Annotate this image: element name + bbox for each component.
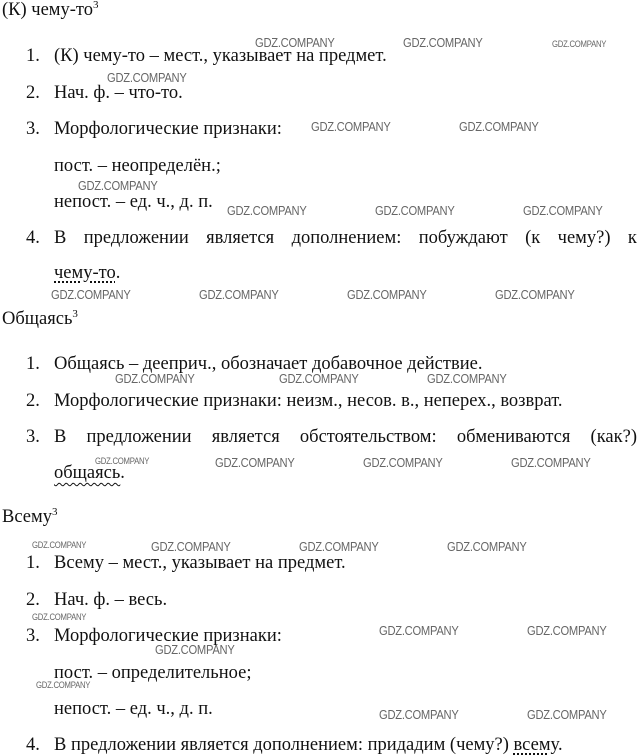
s3-item-1-number: 1.	[26, 553, 40, 573]
watermark: GDZ.COMPANY	[115, 371, 195, 386]
word: предложении	[83, 228, 189, 248]
word: (как?)	[590, 427, 637, 447]
s2-item-1-number: 1.	[26, 354, 40, 374]
word: В	[54, 427, 67, 447]
word: обстоятельством:	[299, 427, 437, 447]
s1-item-4-continuation: чему-то.	[54, 263, 121, 283]
s2-item-3-underlined-word: общаясь	[54, 463, 121, 483]
watermark: GDZ.COMPANY	[51, 287, 131, 302]
s3-item-3-nonpermanent: непост. – ед. ч., д. п.	[54, 699, 213, 719]
watermark: GDZ.COMPANY	[215, 455, 295, 470]
word: (к	[525, 228, 541, 248]
s1-item-1-number: 1.	[26, 46, 40, 66]
watermark: GDZ.COMPANY	[427, 371, 507, 386]
s1-item-3-permanent: пост. – неопределён.;	[54, 156, 221, 176]
watermark: GDZ.COMPANY	[347, 287, 427, 302]
section-3-heading: Всему$^3$	[2, 506, 58, 527]
s3-item-3-number: 3.	[26, 626, 40, 646]
watermark: GDZ.COMPANY	[511, 455, 591, 470]
word: чему?)	[557, 228, 611, 248]
s3-item-2-text: Нач. ф. – весь.	[54, 590, 168, 610]
watermark: GDZ.COMPANY	[32, 612, 87, 622]
watermark: GDZ.COMPANY	[95, 456, 150, 466]
s2-item-2-text: Морфологические признаки: неизм., несов. в., неперех., возврат.	[54, 391, 563, 411]
word: к	[627, 228, 637, 248]
watermark: GDZ.COMPANY	[459, 119, 539, 134]
watermark: GDZ.COMPANY	[78, 178, 158, 193]
watermark: GDZ.COMPANY	[375, 203, 455, 218]
s2-item-2-number: 2.	[26, 391, 40, 411]
word: является	[211, 427, 280, 447]
s3-item-1-text: Всему – мест., указывает на предмет.	[54, 553, 346, 573]
watermark: GDZ.COMPANY	[523, 203, 603, 218]
s1-item-2-text: Нач. ф. – что-то.	[54, 83, 183, 103]
s1-item-3-nonpermanent: непост. – ед. ч., д. п.	[54, 192, 213, 212]
watermark: GDZ.COMPANY	[255, 35, 335, 50]
s3-item-2-number: 2.	[26, 590, 40, 610]
watermark: GDZ.COMPANY	[363, 455, 443, 470]
watermark: GDZ.COMPANY	[552, 39, 607, 49]
s1-item-1-text: (К) чему-то – мест., указывает на предмет.	[54, 46, 387, 66]
s1-item-3-text: Морфологические признаки:	[54, 119, 282, 139]
s1-item-4-number: 4.	[26, 228, 40, 248]
s3-item-4-words: В предложении является дополнением: придадим (чему?)	[54, 735, 509, 755]
watermark: GDZ.COMPANY	[199, 287, 279, 302]
s3-item-3-permanent: пост. – определительное;	[54, 663, 252, 683]
s1-item-3-number: 3.	[26, 119, 40, 139]
word: предложении	[86, 427, 192, 447]
section-2-heading: Общаясь$^3$	[2, 308, 78, 329]
s1-item-4-underlined-word: чему-то	[54, 263, 116, 283]
s1-item-2-number: 2.	[26, 83, 40, 103]
s1-item-4-text	[54, 229, 637, 248]
watermark: GDZ.COMPANY	[155, 642, 235, 657]
word: обмениваются	[456, 427, 571, 447]
s3-item-3-text: Морфологические признаки:	[54, 626, 282, 646]
s3-item-4-text: В предложении является дополнением: придадим (чему?) всему.	[54, 735, 563, 755]
s3-item-4-underlined-word: всему	[513, 735, 558, 755]
watermark: GDZ.COMPANY	[227, 203, 307, 218]
watermark: GDZ.COMPANY	[36, 680, 91, 690]
s2-item-3-continuation: общаясь.	[54, 463, 125, 483]
watermark: GDZ.COMPANY	[527, 707, 607, 722]
word: является	[206, 228, 275, 248]
watermark: GDZ.COMPANY	[279, 371, 359, 386]
s2-item-3-number: 3.	[26, 427, 40, 447]
s2-item-3-text	[54, 428, 637, 447]
word: побуждают	[418, 228, 508, 248]
watermark: GDZ.COMPANY	[311, 119, 391, 134]
s2-item-1-text: Общаясь – дееприч., обозначает добавочное действие.	[54, 354, 483, 374]
watermark: GDZ.COMPANY	[32, 540, 87, 550]
watermark: GDZ.COMPANY	[495, 287, 575, 302]
watermark: GDZ.COMPANY	[403, 35, 483, 50]
watermark: GDZ.COMPANY	[299, 539, 379, 554]
watermark: GDZ.COMPANY	[379, 623, 459, 638]
word: дополнением:	[291, 228, 402, 248]
watermark: GDZ.COMPANY	[379, 707, 459, 722]
watermark: GDZ.COMPANY	[527, 623, 607, 638]
watermark: GDZ.COMPANY	[107, 70, 187, 85]
section-1-heading: (К) чему-$то^3$	[2, 0, 99, 20]
watermark: GDZ.COMPANY	[447, 539, 527, 554]
word: В	[54, 228, 67, 248]
s3-item-4-number: 4.	[26, 735, 40, 755]
watermark: GDZ.COMPANY	[151, 539, 231, 554]
